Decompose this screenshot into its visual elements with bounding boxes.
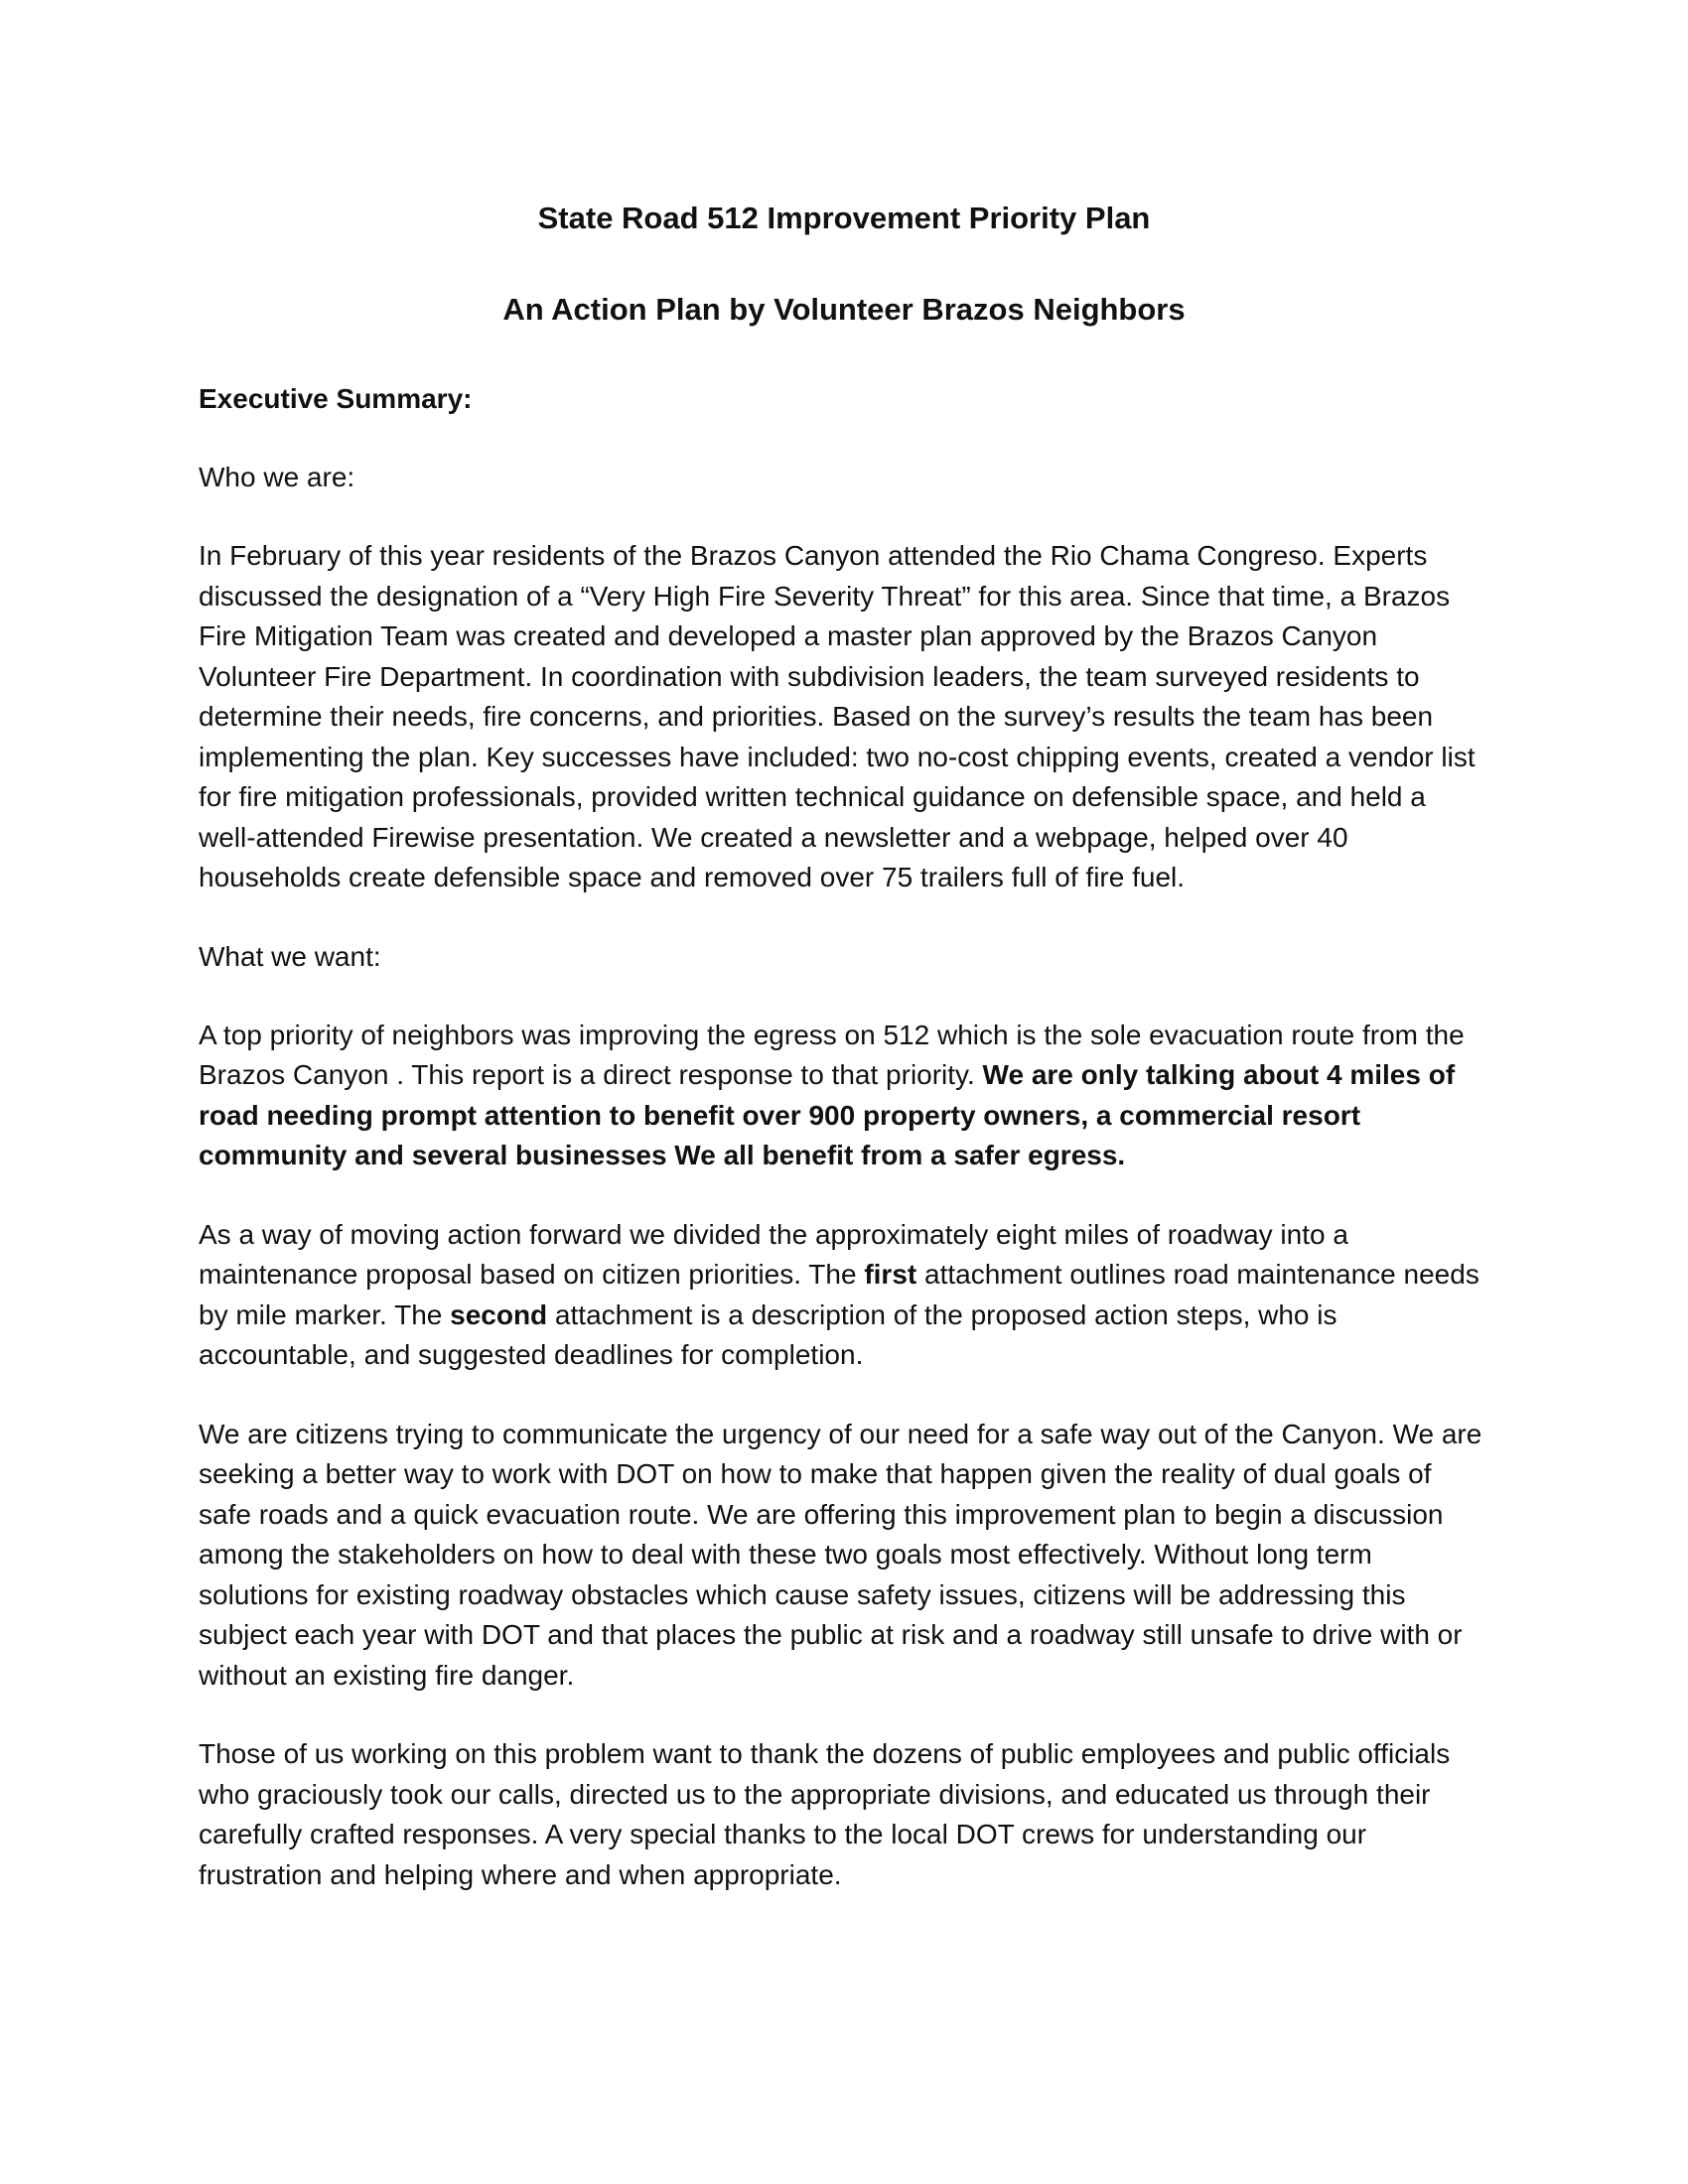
attachments-paragraph	[199, 1215, 1489, 1376]
attachments-text-1: As a way of moving action forward we divided the approximately eight miles of roadway into a maintenance proposal based on citizen priorities. The	[199, 1218, 1348, 1290]
who-we-are-paragraph: In February of this year residents of the Brazos Canyon attended the Rio Chama Congreso. Experts discussed the designation of a “Very High Fire Severity Threat” for this area. Since that time, a Brazos Fire Mitigation Team was created and developed a master plan approved by the Brazos Canyon Volunteer Fire Department. In coordination with subdivision leaders, the team surveyed residents to determine their needs, fire concerns, and priorities. Based on the survey’s results the team has been implementing the plan. Key successes have included: two no-cost chipping events, created a vendor list for fire mitigation professionals, provided written technical guidance on defensible space, and held a well-attended Firewise presentation. We created a newsletter and a webpage, helped over 40 households create defensible space and removed over 75 trailers full of fire fuel.	[199, 540, 1476, 892]
attachments-text-3: attachment is a description of the proposed action steps, who is accountable, and suggested deadlines for completion.	[199, 1298, 1337, 1370]
document-content	[199, 199, 1489, 1895]
what-we-want-text: A top priority of neighbors was improving the egress on 512 which is the sole evacuation route from the Brazos Canyon . This report is a direct response to that priority.	[199, 1019, 1465, 1090]
document-subtitle: An Action Plan by Volunteer Brazos Neighbors	[502, 292, 1186, 327]
attachments-bold-second: second	[450, 1298, 548, 1330]
document-title: State Road 512 Improvement Priority Plan	[537, 201, 1151, 235]
thanks-paragraph: Those of us working on this problem want to thank the dozens of public employees and public officials who graciously took our calls, directed us to the appropriate divisions, and educated us through their carefully crafted responses. A very special thanks to the local DOT crews for understanding our frustration and helping where and when appropriate.	[199, 1738, 1451, 1890]
what-we-want-bold-text: We are only talking about 4 miles of road needing prompt attention to benefit over 900 property owners, a commercial resort community and several businesses We all benefit from a safer egress.	[199, 1059, 1456, 1170]
attachments-bold-first: first	[864, 1259, 917, 1290]
who-we-are-label: Who we are:	[199, 462, 355, 492]
what-we-want-label: What we want:	[199, 940, 381, 972]
what-we-want-paragraph	[199, 1016, 1489, 1176]
citizens-paragraph: We are citizens trying to communicate the urgency of our need for a safe way out of the Canyon. We are seeking a better way to work with DOT on how to make that happen given the reality of dual goals of safe roads and a quick evacuation route. We are offering this improvement plan to begin a discussion among the stakeholders on how to deal with these two goals most effectively. Without long term solutions for existing roadway obstacles which cause safety issues, citizens will be addressing this subject each year with DOT and that places the public at risk and a roadway still unsafe to drive with or without an existing fire danger.	[199, 1418, 1482, 1691]
attachments-text-2: attachment outlines road maintenance needs by mile marker. The	[199, 1259, 1479, 1330]
executive-summary-heading: Executive Summary:	[199, 383, 473, 414]
